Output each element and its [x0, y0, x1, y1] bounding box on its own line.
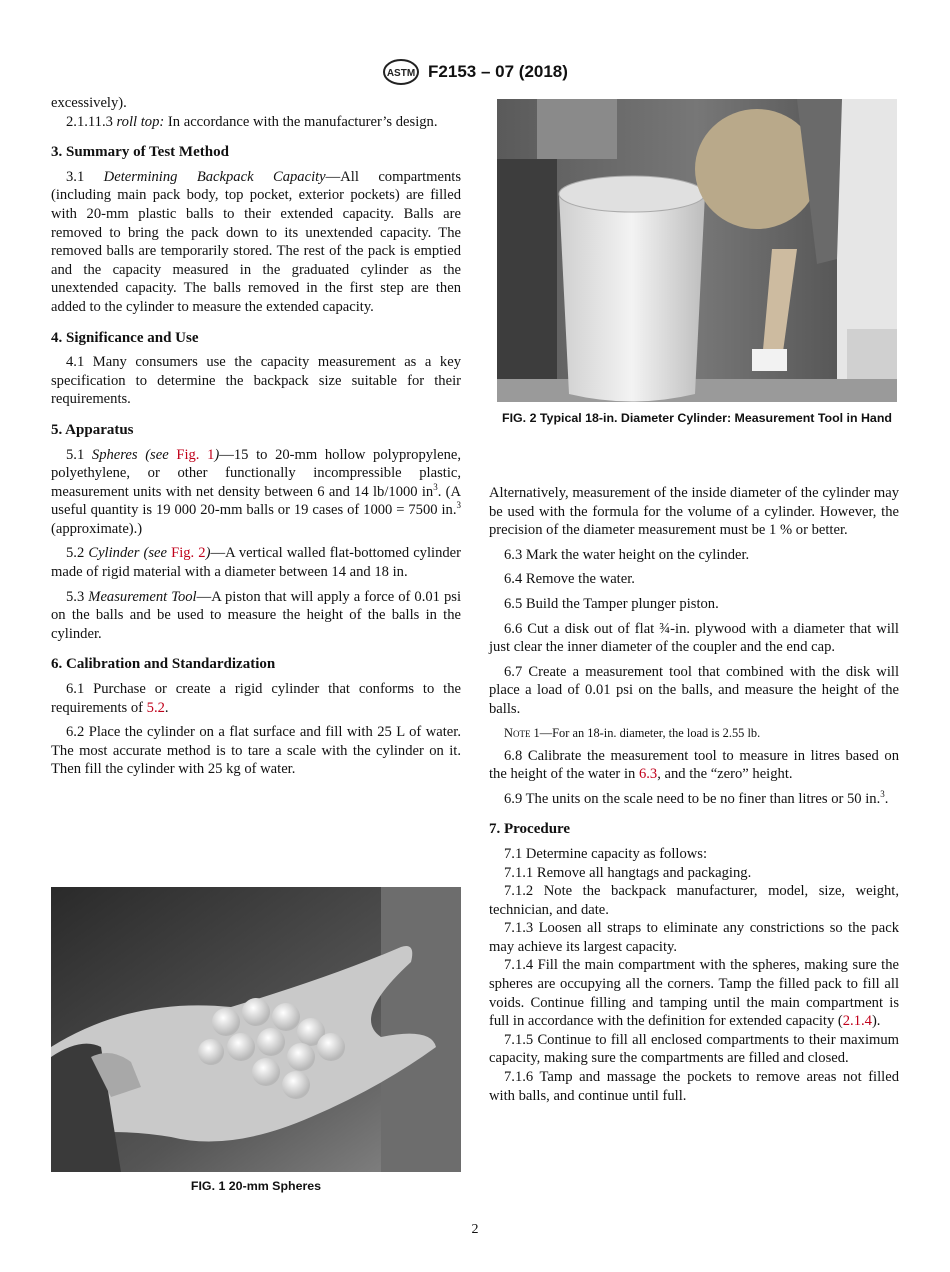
page-number: 2 — [471, 1222, 479, 1237]
paragraph-6-3: 6.3 Mark the water height on the cylinder. — [504, 546, 750, 563]
paragraph-6-8: 6.8 Calibrate the measurement tool to measure in litres based on the height of the water in 6.3, and the “zero” height. — [489, 747, 899, 783]
standard-designation: F2153 – 07 (2018) — [428, 62, 568, 81]
paragraph-6-1: 6.1 Purchase or create a rigid cylinder that conforms to the requirements of 5.2. — [51, 681, 461, 716]
astm-logo-icon — [382, 58, 420, 86]
paragraph-5-1: 5.1 Spheres (see Fig. 1)—15 to 20-mm hollow polypropylene, polyethylene, or other functionally incompressible plastic, measurement units with net density between 6 and 14 lb/1000 $in^3$. (A useful quantity is 19 000 20-mm balls or 19 cases of 1000 = 7500 in.$^3$ (approximate).) — [51, 446, 462, 537]
paragraph-7-1-5: 7.1.5 Continue to fill all enclosed compartments to their maximum capacity, making sure the compartments are filled and closed. — [489, 1031, 899, 1067]
fig-1-link[interactable]: Fig. 1 — [176, 446, 215, 463]
fig-2-caption: FIG. 2 Typical 18-in. Diameter Cylinder: Measurement Tool in Hand — [502, 411, 892, 425]
paragraph-7-1-2: 7.1.2 Note the backpack manufacturer, model, size, weight, technician, and date. — [489, 883, 899, 918]
left-column — [51, 94, 461, 785]
section-5-heading: 5. Apparatus — [51, 421, 134, 438]
logo-text: ASTM — [386, 68, 416, 79]
paragraph-6-7: 6.7 Create a measurement tool that combined with the disk will place a load of 0.01 psi on the balls, and measure the height of the balls. — [489, 663, 899, 717]
ref-5-2-link[interactable]: 5.2 — [146, 699, 165, 716]
paragraph-4-1: 4.1 Many consumers use the capacity measurement as a key specification to determine the backpack size suitable for their requirements. — [51, 354, 461, 408]
paragraph-7-1: 7.1 Determine capacity as follows: — [504, 845, 708, 862]
ref-2-1-4-link[interactable]: 2.1.4 — [842, 1013, 872, 1030]
fig-2-link[interactable]: Fig. 2 — [171, 545, 206, 562]
paragraph-7-1-6: 7.1.6 Tamp and massage the pockets to remove areas not filled with balls, and continue until full. — [489, 1069, 899, 1104]
section-6-heading: 6. Calibration and Standardization — [51, 656, 276, 673]
note-1: Note 1—For an 18-in. diameter, the load is 2.55 lb. — [504, 725, 761, 740]
paragraph-7-1-1: 7.1.1 Remove all hangtags and packaging. — [504, 864, 752, 881]
paragraph-6-6: 6.6 Cut a disk out of flat ¾-in. plywood with a diameter that will just clear the inner diameter of the coupler and the end cap. — [489, 620, 899, 656]
right-column — [489, 484, 899, 1105]
section-4-heading: 4. Significance and Use — [51, 329, 199, 346]
section-3-heading: 3. Summary of Test Method — [51, 144, 229, 161]
paragraph-2-1-11-3: 2.1.11.3 roll top: In accordance with the manufacturer’s design. — [66, 113, 438, 130]
page-header — [0, 58, 950, 86]
paragraph-alternatively: Alternatively, measurement of the inside diameter of the cylinder may be used with the formula for the volume of a cylinder. However, the precision of the diameter measurement must be 1 % or better. — [489, 485, 899, 539]
ref-6-3-link[interactable]: 6.3 — [638, 766, 658, 783]
paragraph-6-2: 6.2 Place the cylinder on a flat surface and fill with 25 L of water. The most accurate method is to tare a scale with the cylinder on it. Then fill the cylinder with 25 kg of water. — [51, 724, 461, 778]
paragraph-continued: excessively). — [51, 95, 127, 111]
paragraph-5-3: 5.3 Measurement Tool—A piston that will apply a force of 0.01 psi on the balls and be used to measure the height of the balls in the cylinder. — [51, 588, 462, 642]
paragraph-6-5: 6.5 Build the Tamper plunger piston. — [504, 595, 719, 612]
paragraph-7-1-4: 7.1.4 Fill the main compartment with the spheres, making sure the spheres are occupying all the corners. Tamp the filled pack to fill all voids. Continue filling and tamping until the main compartment is full in accordance with the definition for extended capacity (2.1.4). — [489, 957, 899, 1030]
fig-2-photo — [497, 99, 897, 402]
paragraph-6-4: 6.4 Remove the water. — [504, 571, 635, 588]
paragraph-3-1: 3.1 Determining Backpack Capacity—All compartments (including main pack body, top pocket, exterior pockets) are filled with 20-mm plastic balls to their extended capacity. Balls are removed to bring the pack down to its unextended capacity. The removed balls are temporarily stored. The rest of the pack is emptied and the capacity measured in the graduated cylinder as the unextended capacity. The balls removed in the first step are then added to the cylinder to measure the extended capacity. — [51, 168, 461, 315]
paragraph-6-9: 6.9 The units on the scale need to be no finer than litres or 50 in.$^3$. — [504, 788, 889, 807]
fig-1-photo — [51, 887, 461, 1172]
paragraph-7-1-3: 7.1.3 Loosen all straps to eliminate any constrictions so the pack may achieve its largest capacity. — [489, 920, 899, 955]
paragraph-5-2: 5.2 Cylinder (see Fig. 2)—A vertical walled flat-bottomed cylinder made of rigid material with a diameter between 14 and 18 in. — [51, 545, 462, 581]
section-7-heading: 7. Procedure — [489, 821, 571, 838]
fig-1-caption: FIG. 1 20-mm Spheres — [190, 1179, 322, 1193]
